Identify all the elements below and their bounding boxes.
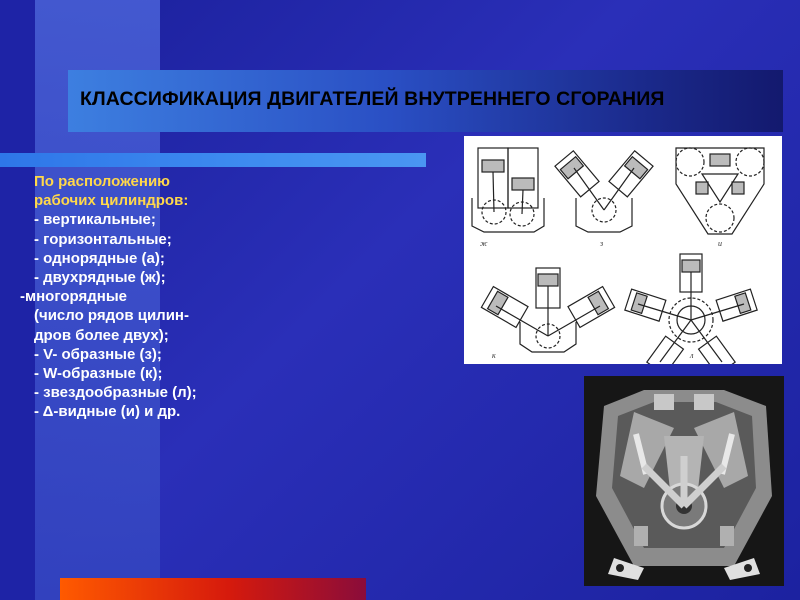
text-line: (число рядов цилин- <box>34 307 189 325</box>
diagram-i <box>676 148 764 234</box>
engine-cutaway-photo <box>584 376 784 586</box>
diagram-label-k: к <box>492 351 496 360</box>
text-line: дров более двух); <box>34 326 169 344</box>
text-line: рабочих цилиндров: <box>34 192 189 210</box>
text-line: - Δ-видные (и) и др. <box>34 403 181 421</box>
text-line: - V- образные (з); <box>34 345 162 363</box>
diagram-label-l: л <box>690 351 694 360</box>
bottom-accent-bar <box>60 578 366 600</box>
diagram-l <box>625 254 757 364</box>
text-line: - двухрядные (ж); <box>34 269 166 287</box>
text-line: -многорядные <box>20 288 127 306</box>
text-line: - звездообразные (л); <box>34 384 197 402</box>
text-line: - однорядные (а); <box>34 249 165 267</box>
engine-layout-diagrams <box>464 136 782 364</box>
diagram-label-i: и <box>718 239 722 248</box>
engine-photo-svg <box>584 376 784 586</box>
text-line: - вертикальные; <box>34 211 156 229</box>
diagram-z <box>555 151 653 232</box>
diagram-label-z: з <box>600 239 604 248</box>
diagram-k <box>481 268 614 352</box>
divider-bar <box>0 153 426 167</box>
diagram-zh <box>472 148 544 232</box>
text-line: По расположению <box>34 173 170 190</box>
engine-diagrams-svg <box>464 136 782 364</box>
classification-text <box>20 172 300 422</box>
diagram-label-zh: ж <box>480 239 488 248</box>
text-line: - горизонтальные; <box>34 230 172 248</box>
slide-title: КЛАССИФИКАЦИЯ ДВИГАТЕЛЕЙ ВНУТРЕННЕГО СГОРАНИЯ <box>80 88 665 110</box>
text-line: - W-образные (к); <box>34 365 163 383</box>
